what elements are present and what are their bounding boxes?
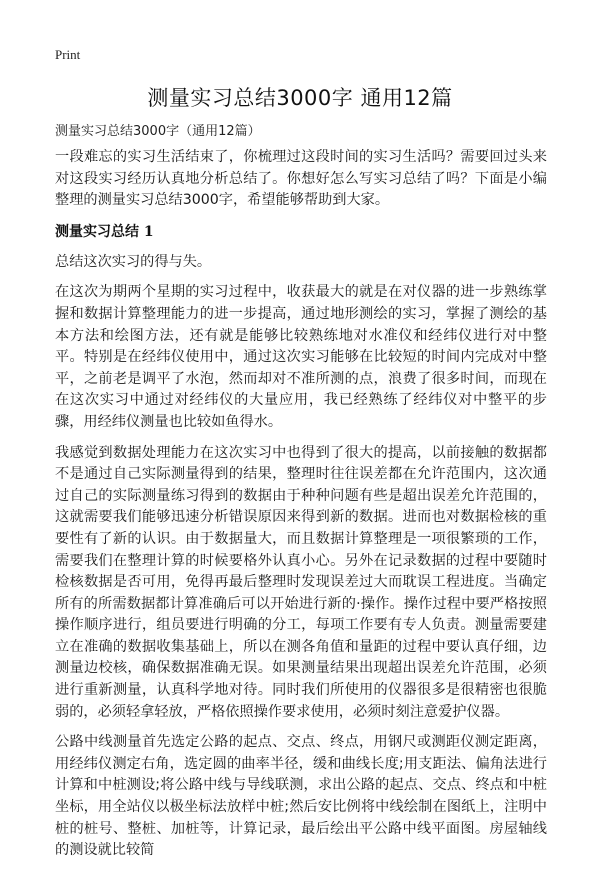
document-title: 测量实习总结3000字 通用12篇 [147, 86, 453, 110]
section-heading: 测量实习总结 1 [55, 223, 154, 240]
body-paragraph: 总结这次实习的得与失。 [55, 253, 212, 270]
print-label: Print [55, 47, 81, 62]
body-paragraph: 我感觉到数据处理能力在这次实习中也得到了很大的提高，以前接触的数据都不是通过自己实际测量得到的结果，整理时往往误差都在允许范围内，这次通过自己的实际测量练习得到的数据由于种种问题有些是超出误差允许范围的，这就需要我们能够迅速分析错误原因来得到新的数据。进而也对数据检核的重要性有了新的认识。由于数据量大，而且数据计算整理是一项很繁琐的工作，需要我们在整理计算的时候要格外认真小心。另外在记录数据的过程中要随时检核数据是否可用，免得再最后整理时发现误差过大而耽误工程进度。当确定所有的所需数据都计算准确后可以开始进行新的·操作。操作过程中要严格按照操作顺序进行，组员要进行明确的分工，每项工作要有专人负责。测量需要建立在准确的数据收集基础上，所以在测各角值和量距的过程中要认真仔细，边测量边校核，确保数据准确无误。如果测量结果出现超出误差允许范围，必须进行重新测量，认真科学地对待。同时我们所使用的仪器很多是很精密也很脆弱的，必须轻拿轻放，严格依照操作要求使用，必须时刻注意爱护仪器。 [55, 444, 547, 720]
document-body [55, 147, 547, 871]
body-paragraph: 公路中线测量首先选定公路的起点、交点、终点，用钢尺或测距仪测定距离，用经纬仪测定右角，选定圆的曲率半径，缓和曲线长度;用支距法、偏角法进行计算和中桩测设;将公路中线与导线联测，求出公路的起点、交点、终点和中桩坐标，用全站仪以极坐标法放样中桩;然后安比例将中线绘制在图纸上，注明中桩的桩号、整桩、加桩等，计算记录，最后绘出平公路中线平面图。房屋轴线的测设就比较简 [55, 734, 547, 859]
document-subtitle: 测量实习总结3000字（通用12篇） [55, 124, 261, 139]
body-paragraph: 在这次为期两个星期的实习过程中，收获最大的就是在对仪器的进一步熟练掌握和数据计算整理能力的进一步提高，通过地形测绘的实习，掌握了测绘的基本方法和绘图方法，还有就是能够比较熟练地对水准仪和经纬仪进行对中整平。特别是在经纬仪使用中，通过这次实习能够在比较短的时间内完成对中整平，之前老是调平了水泡，然而却对不准所测的点，浪费了很多时间，而现在在这次实习中通过对经纬仪的大量应用，我已经熟练了经纬仪对中整平的步骤，用经纬仪测量也比较如鱼得水。 [55, 284, 547, 430]
intro-paragraph: 一段难忘的实习生活结束了，你梳理过这段时间的实习生活吗？需要回过头来对这段实习经历认真地分析总结了。你想好怎么写实习总结了吗？下面是小编整理的测量实习总结3000字，希望能够帮助到大家。 [55, 149, 547, 209]
